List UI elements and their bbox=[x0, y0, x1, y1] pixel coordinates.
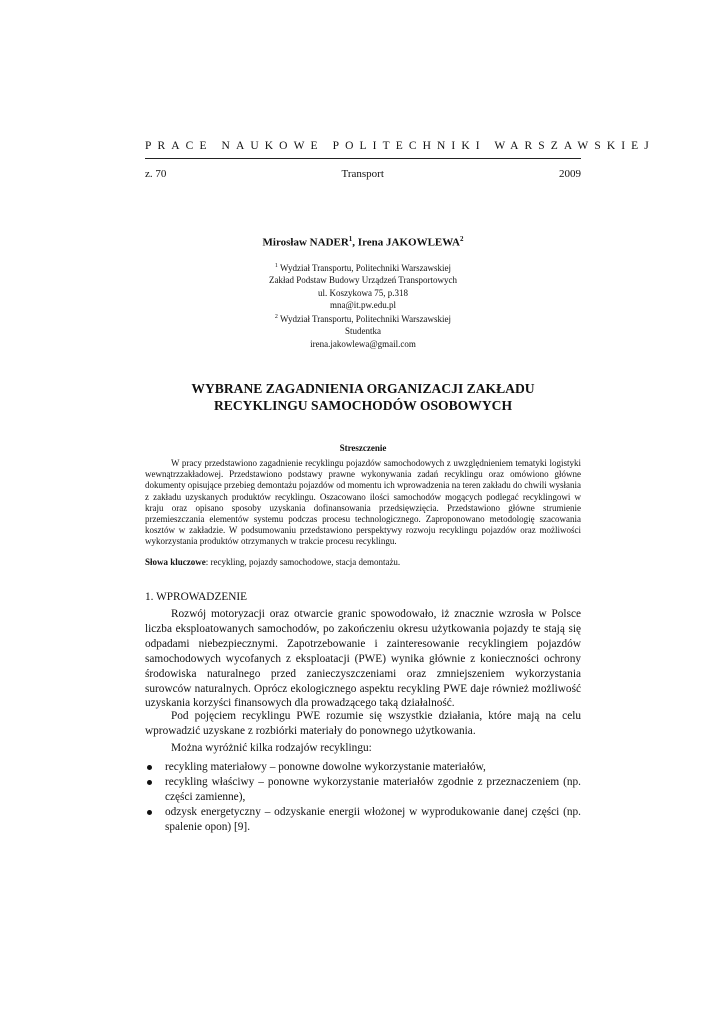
affiliation-2-email[interactable]: irena.jakowlewa@gmail.com bbox=[310, 338, 416, 349]
keywords bbox=[145, 557, 581, 567]
intro-paragraph-2: Pod pojęciem recyklingu PWE rozumie się wszystkie działania, które mają na celu wprowadzić uzyskane z rozbiórki materiały do ponownego użytkowania. bbox=[145, 710, 581, 737]
intro-paragraph-3: Można wyróżnić kilka rodzajów recyklingu: bbox=[171, 742, 372, 754]
bullet-icon bbox=[147, 780, 152, 785]
bullet-icon bbox=[147, 810, 152, 815]
affiliation-1-sup: 1 bbox=[274, 263, 278, 269]
keywords-label: Słowa kluczowe bbox=[145, 557, 206, 567]
list-item bbox=[145, 760, 581, 775]
affiliation-1-line-1 bbox=[145, 260, 581, 274]
list-item-text: recykling właściwy – ponowne wykorzystanie materiałów zgodnie z przeznaczeniem (np. części zamienne), bbox=[165, 775, 581, 803]
section-heading: 1. WPROWADZENIE bbox=[145, 591, 248, 603]
author-1-name: Mirosław NADER bbox=[262, 236, 349, 249]
affiliation-2-sup: 2 bbox=[274, 314, 278, 321]
affiliation-2-line-1 bbox=[145, 311, 581, 325]
paper-title bbox=[145, 380, 581, 414]
affiliation-1-department: Zakład Podstaw Budowy Urządzeń Transportowych bbox=[269, 275, 457, 286]
affiliations bbox=[145, 260, 581, 350]
bullet-icon bbox=[147, 765, 152, 770]
header-meta bbox=[145, 168, 581, 180]
affiliation-1-address: ul. Koszykowa 75, p.318 bbox=[318, 287, 408, 298]
list-item bbox=[145, 805, 581, 835]
affiliation-2-faculty: Wydział Transportu, Politechniki Warszawskiej bbox=[277, 314, 452, 325]
affiliation-1-faculty: Wydział Transportu, Politechniki Warszawskiej bbox=[277, 263, 452, 273]
intro-paragraph-1: Rozwój motoryzacji oraz otwarcie granic spowodowało, iż znacznie wzrosła w Polsce liczba eksploatowanych samochodów, po zakończeniu okresu użytkowania pojazdy te stają się odpadami niebezpiecznymi. Zapotrzebowanie i zainteresowanie recyklingiem pojazdów samochodowych wycofanych z eksploatacji (PWE) wynika głównie z konieczności ochrony środowiska naturalnego przed zanieczyszczeniami oraz zmniejszeniem wykorzystania surowców naturalnych. Oprócz ekologicznego aspektu recykling PWE daje również możliwość uzyskania korzyści finansowych dla prowadzącego taką działalność. bbox=[145, 608, 581, 710]
author-list bbox=[145, 235, 581, 249]
volume-number: z. 70 bbox=[145, 168, 167, 180]
list-item bbox=[145, 775, 581, 805]
author-2-name: Irena JAKOWLEWA bbox=[357, 236, 460, 249]
header-rule bbox=[145, 158, 581, 159]
title-line-1: WYBRANE ZAGADNIENIA ORGANIZACJI ZAKŁADU bbox=[191, 381, 535, 396]
author-separator: , bbox=[352, 236, 358, 249]
affiliation-1-email[interactable]: mna@it.pw.edu.pl bbox=[330, 299, 396, 310]
keywords-list: : recykling, pojazdy samochodowe, stacja demontażu. bbox=[205, 557, 401, 567]
publication-year: 2009 bbox=[559, 168, 581, 180]
affiliation-2-role: Studentka bbox=[345, 326, 381, 337]
author-1-sup: 1 bbox=[348, 235, 353, 243]
list-item-text: odzysk energetyczny – odzyskanie energii włożonej w wyprodukowanie danej części (np. spalenie opon) [9]. bbox=[165, 805, 581, 833]
author-2-sup: 2 bbox=[459, 235, 464, 243]
list-item-text: recykling materiałowy – ponowne dowolne wykorzystanie materiałów, bbox=[165, 761, 486, 773]
journal-name: PRACE NAUKOWE POLITECHNIKI WARSZAWSKIEJ bbox=[145, 140, 655, 152]
title-line-2: RECYKLINGU SAMOCHODÓW OSOBOWYCH bbox=[213, 398, 513, 413]
abstract-text: W pracy przedstawiono zagadnienie recyklingu pojazdów samochodowych z uwzględnieniem tematyki logistyki wewnątrzzakładowej. Przedstawiono podstawy prawne wykonywania zadań recyklingu oraz omówiono główne dokumenty opisujące przebieg demontażu pojazdów od momentu ich wprowadzenia na teren zakładu do chwili wysłania z zakładu uzyskanych produktów recyklingu. Oszacowano ilości samochodów mogących podlegać recyklingowi w kraju oraz opisano sposoby uzyskania dofinansowania przedsięwzięcia. Przedstawiono główne strumienie przemieszczania elementów systemu podczas procesu technologicznego. Zaproponowano metodologię szacowania kosztów w zakładzie. W podsumowaniu przedstawiono perspektywy rozwoju recyklingu pojazdów oraz możliwości wykorzystania produktów otrzymanych w trakcie procesu recyklingu. bbox=[145, 458, 581, 547]
recycling-types-list bbox=[145, 760, 581, 835]
series-name: Transport bbox=[341, 168, 384, 180]
abstract-heading: Streszczenie bbox=[339, 443, 387, 453]
